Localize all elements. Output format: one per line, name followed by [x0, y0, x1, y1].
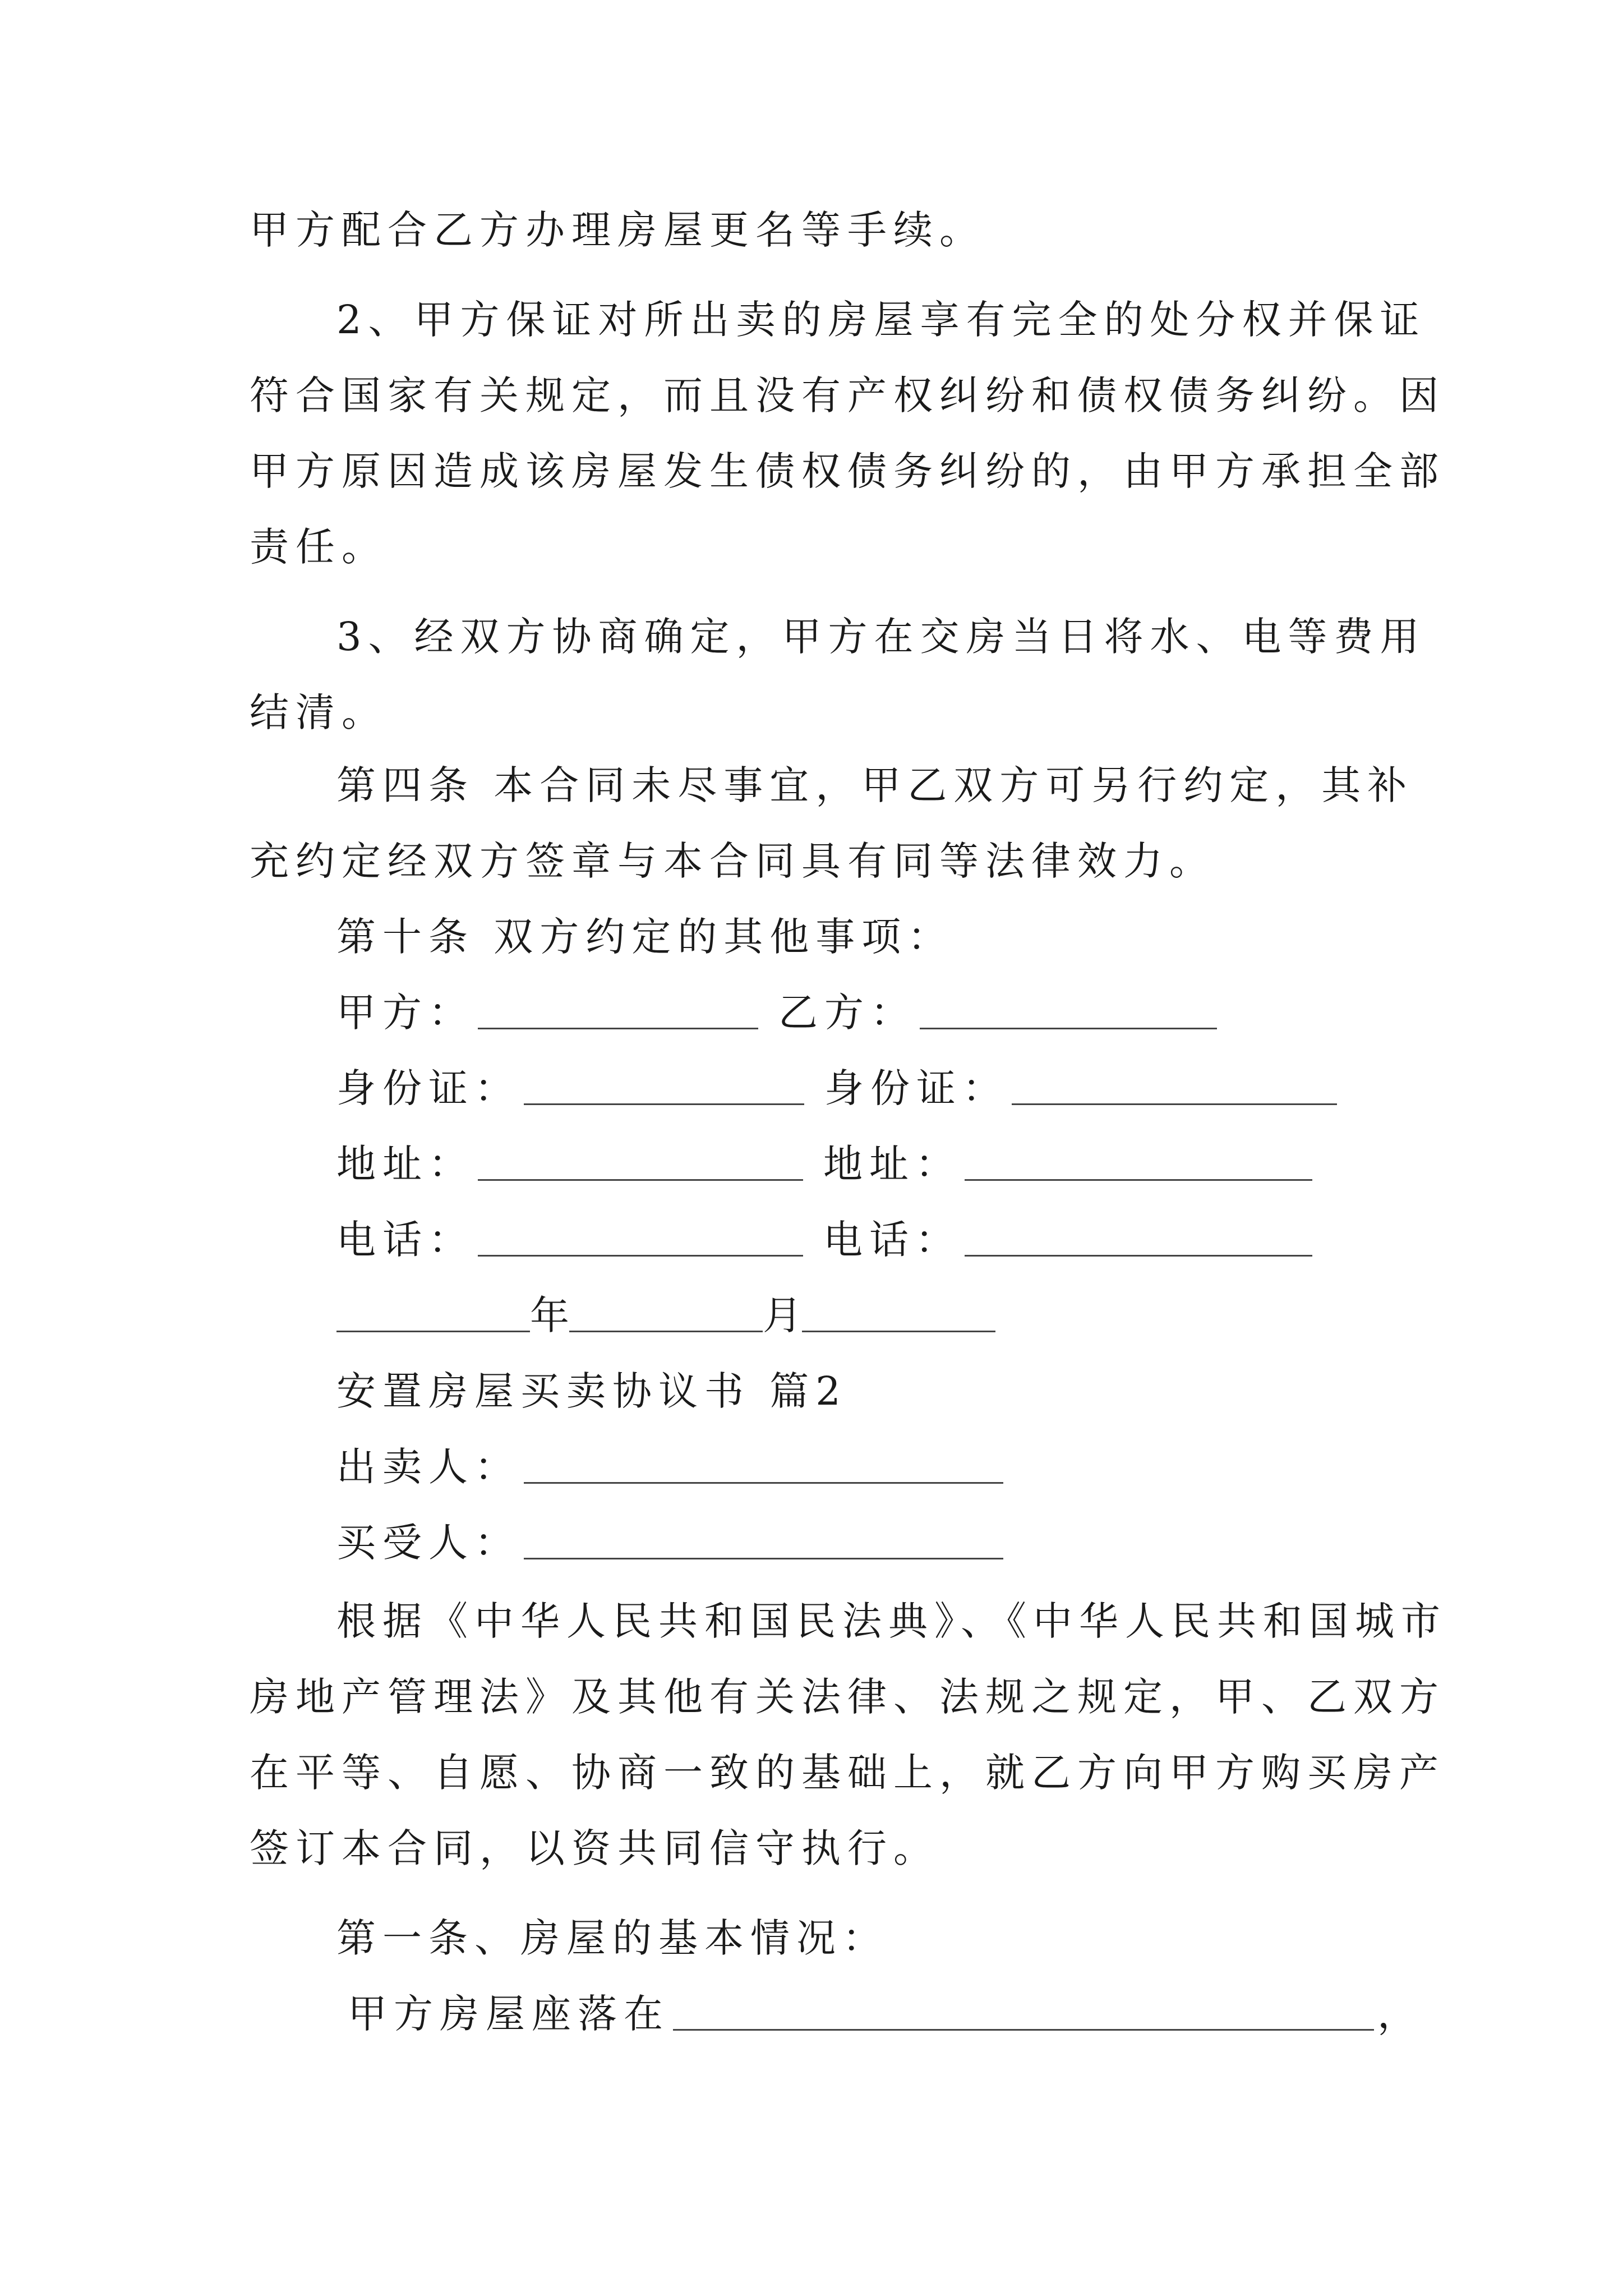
- text-line: 房地产管理法》及其他有关法律、法规之规定，甲、乙双方: [250, 1674, 1445, 1720]
- seller-blank[interactable]: [524, 1443, 1003, 1484]
- article-heading: 第一条、房屋的基本情况：: [336, 1915, 888, 1961]
- date-row: [336, 1287, 995, 1343]
- buyer-row: [336, 1515, 1007, 1571]
- text-line: 符合国家有关规定，而且没有产权纠纷和债权债务纠纷。因: [250, 372, 1445, 418]
- text-line: 根据《中华人民共和国民法典》、《中华人民共和国城市: [336, 1598, 1447, 1644]
- text-line: 3、经双方协商确定，甲方在交房当日将水、电等费用: [336, 614, 1426, 660]
- text-line: 甲方配合乙方办理房屋更名等手续。: [250, 207, 985, 253]
- text-line: 2、甲方保证对所出卖的房屋享有完全的处分权并保证: [336, 297, 1426, 343]
- text-line: 责任。: [250, 524, 388, 570]
- buyer-label: 买受人：: [336, 1520, 520, 1566]
- month-blank[interactable]: [569, 1291, 763, 1332]
- tel-a-label: 电话：: [336, 1217, 474, 1263]
- signature-row-address: [336, 1136, 1316, 1192]
- id-b-blank[interactable]: [1012, 1064, 1337, 1105]
- tel-a-blank[interactable]: [478, 1216, 803, 1257]
- text-line: 充约定经双方签章与本合同具有同等法律效力。: [250, 838, 1215, 884]
- signature-row-phone: [336, 1212, 1316, 1268]
- year-blank[interactable]: [336, 1291, 530, 1332]
- location-row: [348, 1986, 1423, 2042]
- location-label: 甲方房屋座落在: [348, 1991, 670, 2037]
- signature-row-party: [336, 984, 1220, 1041]
- party-a-blank[interactable]: [478, 988, 758, 1029]
- addr-a-blank[interactable]: [478, 1140, 803, 1181]
- addr-b-blank[interactable]: [965, 1140, 1312, 1181]
- buyer-blank[interactable]: [524, 1519, 1003, 1559]
- text-line: 签订本合同，以资共同信守执行。: [250, 1825, 939, 1871]
- day-blank[interactable]: [802, 1291, 995, 1332]
- text-line: 第十条 双方约定的其他事项：: [336, 914, 954, 960]
- party-a-label: 甲方：: [336, 990, 474, 1036]
- location-blank[interactable]: [673, 1990, 1374, 2031]
- addr-b-label: 地址：: [823, 1141, 961, 1187]
- tel-b-blank[interactable]: [965, 1216, 1312, 1257]
- section-title: 安置房屋买卖协议书 篇2: [336, 1368, 847, 1414]
- text-line: 在平等、自愿、协商一致的基础上，就乙方向甲方购买房产: [250, 1750, 1445, 1796]
- seller-label: 出卖人：: [336, 1444, 520, 1490]
- id-b-label: 身份证：: [824, 1065, 1008, 1111]
- signature-row-id: [336, 1060, 1340, 1116]
- text-line: 第四条 本合同未尽事宜，甲乙双方可另行约定，其补: [336, 762, 1414, 808]
- tel-b-label: 电话：: [823, 1217, 961, 1263]
- location-comma: ，: [1377, 1991, 1423, 2037]
- party-b-label: 乙方：: [778, 990, 916, 1036]
- addr-a-label: 地址：: [336, 1141, 474, 1187]
- text-line: 甲方原因造成该房屋发生债权债务纠纷的，由甲方承担全部: [250, 448, 1445, 494]
- party-b-blank[interactable]: [920, 988, 1217, 1029]
- seller-row: [336, 1439, 1007, 1495]
- text-line: 结清。: [250, 689, 388, 735]
- id-a-blank[interactable]: [524, 1064, 804, 1105]
- month-label: 月: [763, 1292, 802, 1338]
- year-label: 年: [530, 1292, 569, 1338]
- id-a-label: 身份证：: [336, 1065, 520, 1111]
